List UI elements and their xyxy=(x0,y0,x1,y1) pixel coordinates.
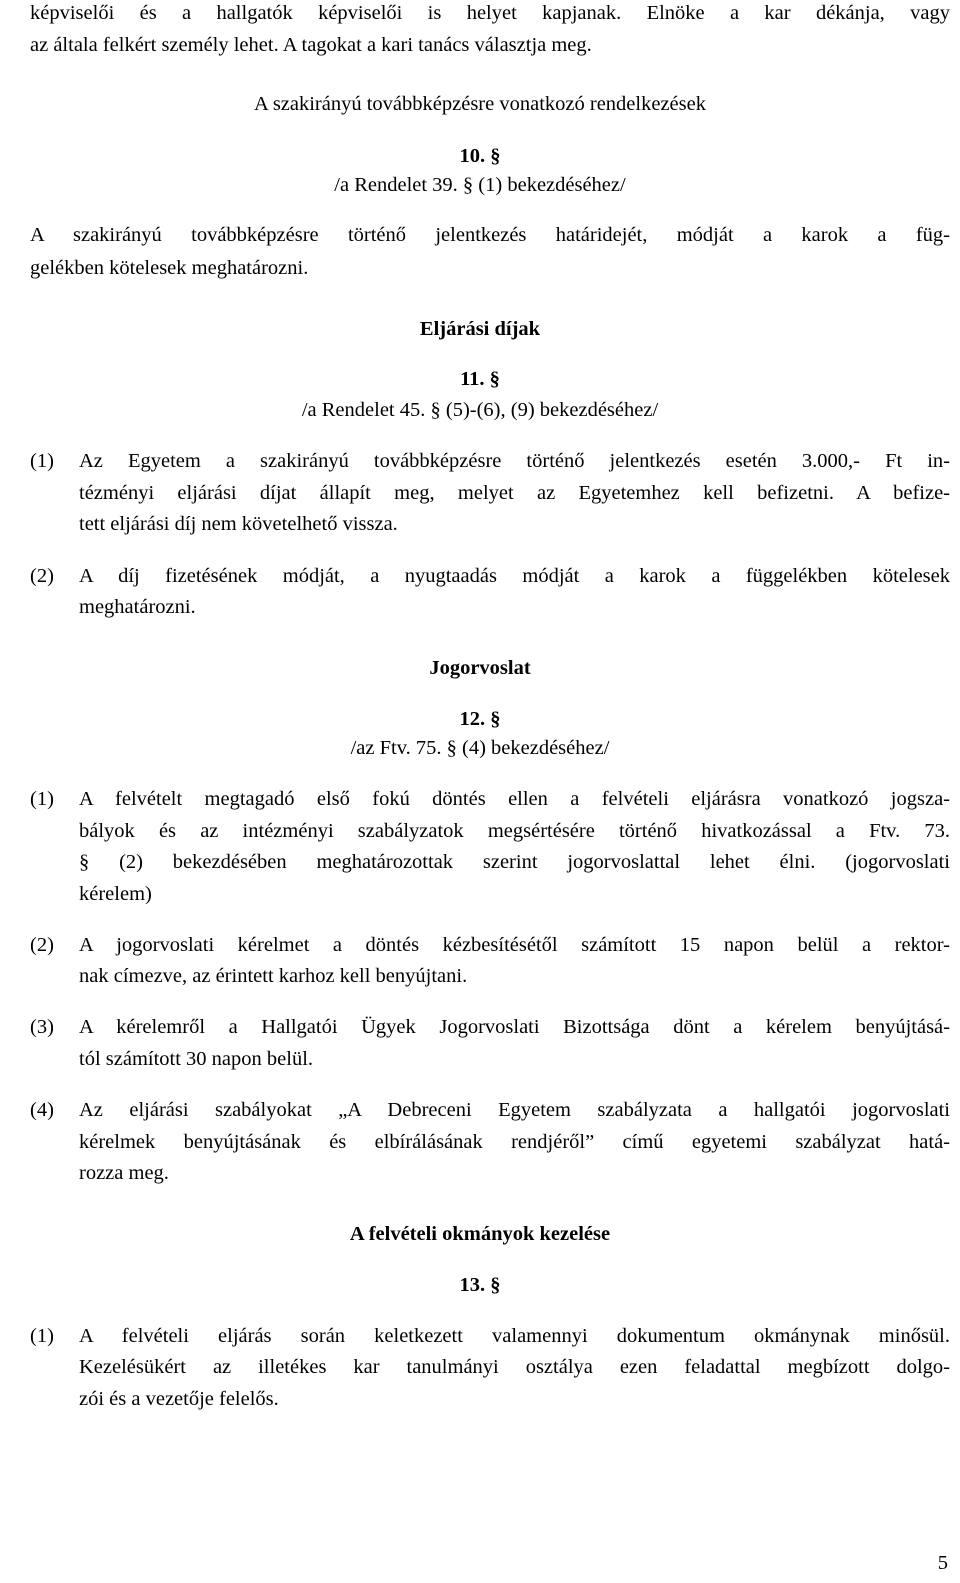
section-d-item-1-line-1: A felvételi eljárás során keletkezett valamennyi dokumentum okmánynak minősül. xyxy=(79,1325,950,1347)
section-c-item-4-line-3: rozza meg. xyxy=(79,1162,169,1184)
section-a-paragraph-line-1: A szakirányú továbbképzésre történő jelentkezés határidejét, módját a karok a füg- xyxy=(30,224,950,246)
section-a-paragraph-line-2: gelékben kötelesek meghatározni. xyxy=(30,257,309,279)
section-b-item-1-line-3: tett eljárási díj nem követelhető vissza. xyxy=(79,513,398,535)
section-c-item-3-number: (3) xyxy=(30,1016,54,1038)
section-c-item-2-number: (2) xyxy=(30,934,54,956)
section-c-reference: /az Ftv. 75. § (4) bekezdéséhez/ xyxy=(350,737,610,759)
section-c-title: Jogorvoslat xyxy=(429,657,531,679)
section-c-item-4-line-2: kérelmek benyújtásának és elbírálásának rendjéről” című egyetemi szabályzat hatá- xyxy=(79,1131,950,1153)
section-a-reference: /a Rendelet 39. § (1) bekezdéséhez/ xyxy=(334,174,626,196)
section-a-title: A szakirányú továbbképzésre vonatkozó rendelkezések xyxy=(254,93,706,115)
section-d-item-1-line-2: Kezelésükért az illetékes kar tanulmányi osztálya ezen feladattal megbízott dolgo- xyxy=(79,1356,950,1378)
section-b-item-1-line-2: tézményi eljárási díjat állapít meg, melyet az Egyetemhez kell befizetni. A befize- xyxy=(79,482,950,504)
section-c-item-1-number: (1) xyxy=(30,788,54,810)
section-b-item-2-number: (2) xyxy=(30,565,54,587)
section-b-item-1-line-1: Az Egyetem a szakirányú továbbképzésre történő jelentkezés esetén 3.000,- Ft in- xyxy=(79,450,950,472)
section-d-item-1-number: (1) xyxy=(30,1325,54,1347)
section-c-item-1-line-2: bályok és az intézményi szabályzatok megsértésére történő hivatkozással a Ftv. 73. xyxy=(79,820,950,842)
section-c-item-2-line-2: nak címezve, az érintett karhoz kell benyújtani. xyxy=(79,965,468,987)
section-c-item-1-line-1: A felvételt megtagadó első fokú döntés ellen a felvételi eljárásra vonatkozó jogsza- xyxy=(79,788,950,810)
top-paragraph-line-1: képviselői és a hallgatók képviselői is helyet kapjanak. Elnöke a kar dékánja, vagy xyxy=(30,2,950,24)
section-b-reference: /a Rendelet 45. § (5)-(6), (9) bekezdéséhez/ xyxy=(301,399,659,421)
section-c-item-1-line-3: § (2) bekezdésében meghatározottak szerint jogorvoslattal lehet élni. (jogorvoslati xyxy=(79,851,950,873)
section-c-number: 12. § xyxy=(459,708,501,730)
section-b-item-1-number: (1) xyxy=(30,450,54,472)
section-d-item-1-line-3: zói és a vezetője felelős. xyxy=(79,1388,279,1410)
section-b-title: Eljárási díjak xyxy=(419,318,541,340)
section-c-item-2-line-1: A jogorvoslati kérelmet a döntés kézbesítésétől számított 15 napon belül a rektor- xyxy=(79,934,950,956)
page-number: 5 xyxy=(937,1552,948,1574)
section-c-item-4-line-1: Az eljárási szabályokat „A Debreceni Egyetem szabályzata a hallgatói jogorvoslati xyxy=(79,1099,950,1121)
section-b-item-2-line-1: A díj fizetésének módját, a nyugtaadás módját a karok a függelékben kötelesek xyxy=(79,565,950,587)
section-c-item-3-line-2: tól számított 30 napon belül. xyxy=(79,1048,314,1070)
section-c-item-3-line-1: A kérelemről a Hallgatói Ügyek Jogorvoslati Bizottsága dönt a kérelem benyújtásá- xyxy=(79,1016,950,1038)
section-c-item-4-number: (4) xyxy=(30,1099,54,1121)
section-d-number: 13. § xyxy=(459,1274,501,1296)
section-c-item-1-line-4: kérelem) xyxy=(79,883,152,905)
top-paragraph-line-2: az általa felkért személy lehet. A tagokat a kari tanács választja meg. xyxy=(30,34,592,56)
section-b-number: 11. § xyxy=(460,368,500,390)
section-a-number: 10. § xyxy=(459,145,501,167)
section-b-item-2-line-2: meghatározni. xyxy=(79,596,196,618)
section-d-title: A felvételi okmányok kezelése xyxy=(349,1223,611,1245)
